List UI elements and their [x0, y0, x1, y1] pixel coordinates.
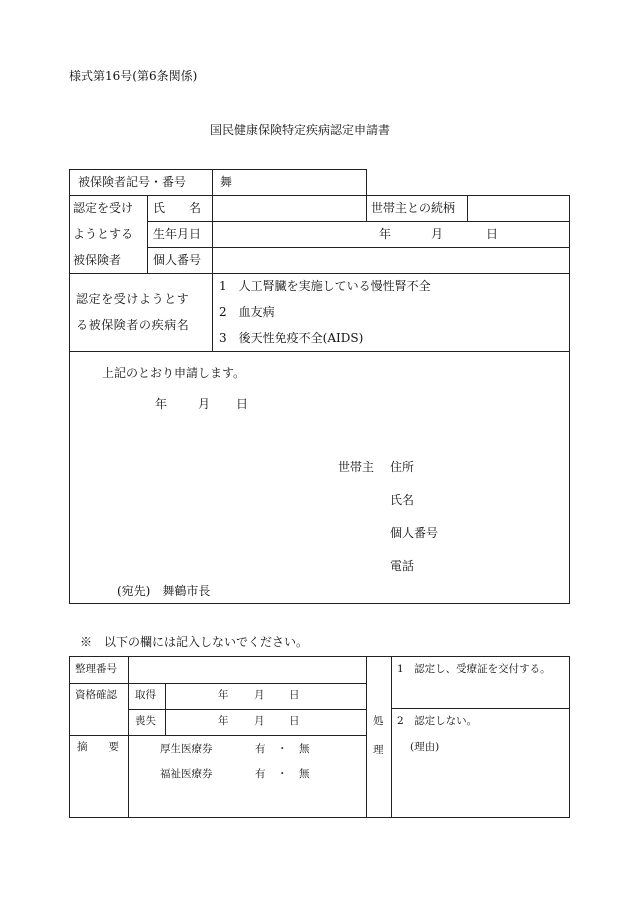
addressee: (宛先) 舞鶴市長	[117, 584, 211, 598]
lost-year: 年	[218, 715, 229, 727]
applicant-side-label: ようとする	[73, 227, 134, 241]
table-line	[569, 656, 570, 817]
acquired-label: 取得	[135, 689, 156, 701]
acquired-year: 年	[218, 689, 229, 701]
table-line	[69, 683, 366, 684]
declaration-date-month: 月	[198, 397, 211, 411]
disease-option: 2 血友病	[219, 305, 275, 319]
lost-month: 月	[254, 715, 265, 727]
social-ticket-label: 福祉医療券	[160, 768, 213, 780]
table-line	[366, 169, 367, 195]
table-line	[69, 603, 570, 604]
table-line	[147, 195, 148, 273]
householder-personal-number-label: 個人番号	[390, 526, 439, 540]
birthdate-label: 生年月日	[153, 227, 202, 241]
table-line	[69, 735, 366, 736]
reason-label: (理由)	[410, 741, 440, 753]
table-line	[69, 195, 570, 196]
process-option-reject: 2 認定しない。	[397, 715, 478, 727]
welfare-ticket-label: 厚生医療券	[160, 743, 213, 755]
lost-day: 日	[289, 715, 300, 727]
social-ticket-separator: ・	[277, 768, 288, 780]
table-line	[128, 656, 129, 817]
insured-code-value: 舞	[220, 175, 233, 189]
phone-label: 電話	[390, 559, 415, 573]
process-option-approve: 1 認定し、受療証を交付する。	[397, 663, 551, 675]
declaration-date-day: 日	[236, 397, 249, 411]
table-line	[69, 656, 570, 657]
table-line	[366, 195, 367, 221]
table-line	[69, 273, 570, 274]
lost-label: 喪失	[135, 715, 156, 727]
disease-label: る被保険者の疾病名	[76, 318, 190, 332]
welfare-ticket-no: 無	[299, 743, 310, 755]
address-label: 住所	[390, 460, 415, 474]
table-line	[69, 351, 570, 352]
applicant-side-label: 被保険者	[73, 253, 122, 267]
table-line	[165, 683, 166, 735]
relationship-label: 世帯主との続柄	[371, 201, 456, 215]
declaration-statement: 上記のとおり申請します。	[102, 366, 246, 380]
process-label: 処	[373, 715, 384, 727]
eligibility-label: 資格確認	[75, 689, 117, 701]
acquired-month: 月	[254, 689, 265, 701]
table-line	[569, 195, 570, 603]
personal-number-label: 個人番号	[153, 253, 202, 267]
insured-code-label: 被保険者記号・番号	[78, 175, 187, 189]
table-line	[147, 221, 570, 222]
social-ticket-no: 無	[299, 768, 310, 780]
office-notice: ※ 以下の欄には記入しないでください。	[80, 635, 309, 649]
welfare-ticket-separator: ・	[277, 743, 288, 755]
table-line	[391, 708, 570, 709]
table-line	[128, 709, 366, 710]
reference-number-label: 整理番号	[75, 663, 117, 675]
table-line	[69, 169, 70, 603]
householder-name-label: 氏名	[390, 493, 415, 507]
social-ticket-yes: 有	[255, 768, 266, 780]
birthdate-year: 年	[379, 227, 392, 241]
table-line	[69, 656, 70, 817]
acquired-day: 日	[289, 689, 300, 701]
table-line	[366, 656, 367, 817]
document-title: 国民健康保険特定疾病認定申請書	[210, 123, 391, 137]
birthdate-month: 月	[431, 227, 444, 241]
table-line	[467, 195, 468, 221]
welfare-ticket-yes: 有	[255, 743, 266, 755]
process-label: 理	[373, 744, 384, 756]
declaration-date-year: 年	[155, 397, 168, 411]
birthdate-day: 日	[486, 227, 499, 241]
disease-option: 3 後天性免疫不全(AIDS)	[219, 331, 364, 345]
remarks-label: 摘 要	[77, 741, 119, 753]
table-line	[69, 169, 367, 170]
table-line	[69, 817, 570, 818]
disease-option: 1 人工腎臓を実施している慢性腎不全	[219, 279, 431, 293]
table-line	[147, 247, 570, 248]
applicant-side-label: 認定を受け	[73, 201, 134, 215]
householder-label: 世帯主	[338, 460, 375, 474]
disease-label: 認定を受けようとす	[76, 292, 190, 306]
form-number: 様式第16号(第6条関係)	[69, 69, 198, 83]
name-label: 氏 名	[153, 201, 202, 215]
table-line	[391, 656, 392, 817]
table-line	[212, 169, 213, 351]
